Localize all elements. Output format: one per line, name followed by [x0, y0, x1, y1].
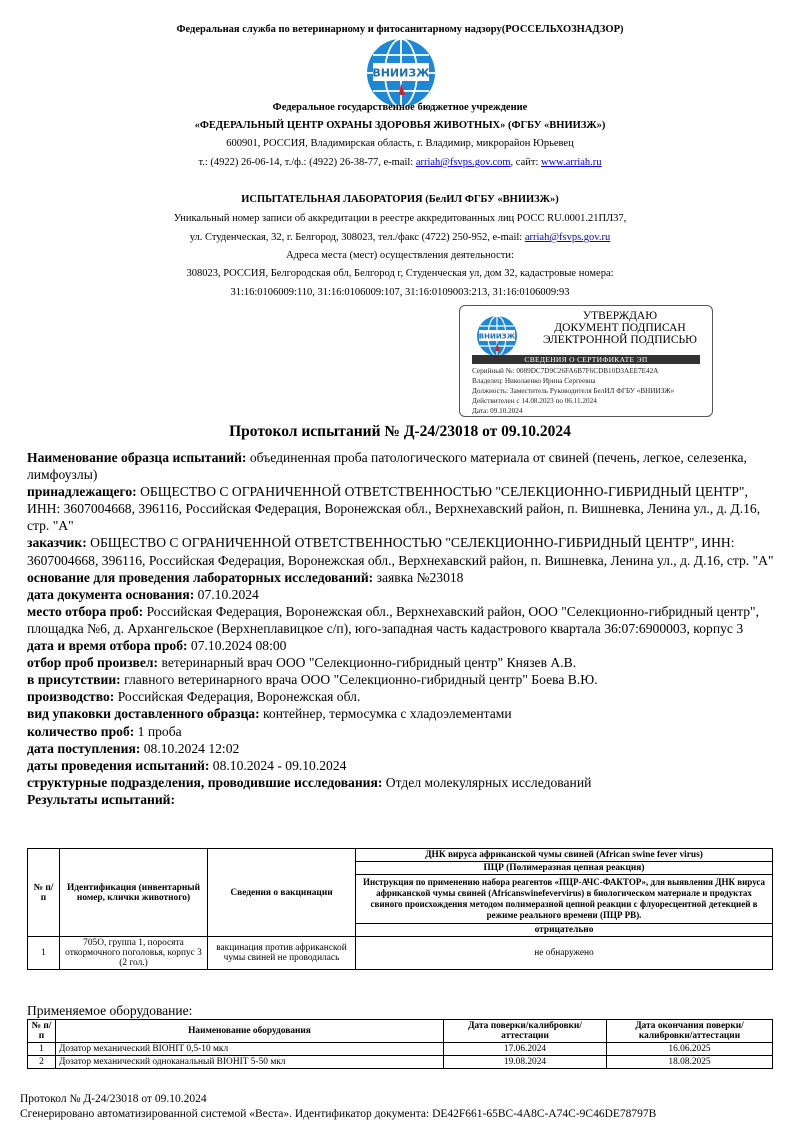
- col-number: № п/п: [28, 849, 60, 937]
- field-value: объединенная проба патологического материала от свиней (печень, легкое, селезенка, лимфоузлы): [27, 450, 747, 483]
- field-row: [27, 483, 779, 534]
- cadastral-numbers: 31:16:0106009:110, 31:16:0106009:107, 31:16:0109003:213, 31:16:0106009:93: [230, 287, 570, 298]
- stamp-logo: [476, 315, 518, 357]
- email-link[interactable]: arriah@fsvps.gov.com: [415, 157, 511, 168]
- stamp-signed: ДОКУМЕНТ ПОДПИСАН: [554, 322, 686, 334]
- field-row: [27, 586, 779, 603]
- stamp-approve: УТВЕРЖДАЮ: [582, 310, 658, 322]
- eq-end: 16.06.2025: [607, 1043, 773, 1056]
- table-row: [28, 1043, 773, 1056]
- institution-contacts: [0, 157, 800, 168]
- field-value: 08.10.2024 - 09.10.2024: [209, 757, 347, 773]
- equipment-title: Применяемое оборудование:: [27, 1003, 193, 1018]
- eq-col-end: Дата окончания поверки/калибровки/аттестации: [607, 1020, 773, 1043]
- svg-text:ВНИИЗЖ: ВНИИЗЖ: [372, 66, 430, 80]
- eq-col-date: Дата поверки/калибровки/аттестации: [444, 1020, 607, 1043]
- field-value: Российская Федерация, Воронежская обл.: [114, 689, 361, 705]
- equipment-table: [27, 1019, 773, 1069]
- field-row: [27, 671, 779, 688]
- svg-text:ВНИИЗЖ: ВНИИЗЖ: [478, 332, 516, 341]
- eq-name: Дозатор механический ВІОНІТ 0,5-10 мкл: [56, 1043, 444, 1056]
- field-row: [27, 791, 779, 808]
- table-row: [28, 1056, 773, 1069]
- field-row: [27, 449, 779, 483]
- agency-name: Федеральная служба по ветеринарному и фитосанитарному надзору(РОССЕЛЬХОЗНАДЗОР): [176, 24, 624, 35]
- field-label: дата документа основания:: [27, 586, 195, 602]
- field-value: Российская Федерация, Воронежская обл., Верхнехавский район, ООО "Селекционно-гибридный центр", площадка №6, д. Архангельское (Верхнеплавицкое с/п), юго-западная часть кадастрового квартала 36:07:6900003, корпус 3: [27, 603, 759, 636]
- field-value: 1 проба: [134, 723, 182, 739]
- field-label: Наименование образца испытаний:: [27, 450, 247, 465]
- field-label: даты проведения испытаний:: [27, 757, 210, 773]
- row-result: не обнаружено: [356, 937, 773, 970]
- lab-email-link[interactable]: arriah@fsvps.gov.ru: [524, 232, 611, 243]
- field-label: Результаты испытаний:: [27, 791, 176, 807]
- eq-col-number: № п/п: [28, 1020, 56, 1043]
- col-instruction: Инструкция по применению набора реагентов «ПЦР-АЧС-ФАКТОР», для выявления ДНК вируса африканской чумы свиней (Africanswinefevervirus) в биологическом материале и продуктах свиного происхождения методом полимеразной цепной реакции с флуоресцентной детекцией в режиме реального времени (ПЦР РВ).: [356, 875, 773, 924]
- eq-number: 2: [28, 1056, 56, 1069]
- field-value: ОБЩЕСТВО С ОГРАНИЧЕННОЙ ОТВЕТСТВЕННОСТЬЮ "СЕЛЕКЦИОННО-ГИБРИДНЫЙ ЦЕНТР", ИНН: 3607004668, 396116, Российская Федерация, Воронежская обл., Верхнехавский район, п. Вишневка, Ленина ул., д. Д.16, стр. "А": [27, 484, 761, 534]
- col-norm: отрицательно: [356, 924, 773, 937]
- stamp-date: Дата: 09.10.2024: [472, 407, 523, 415]
- lab-name: ИСПЫТАТЕЛЬНАЯ ЛАБОРАТОРИЯ (БелИЛ ФГБУ «ВНИИЗЖ»): [241, 194, 559, 205]
- field-value: заявка №23018: [373, 569, 464, 585]
- field-value: контейнер, термосумка с хладоэлементами: [259, 706, 512, 722]
- col-method: ПЦР (Полимеразная цепная реакция): [356, 862, 773, 875]
- row-number: 1: [28, 937, 60, 970]
- field-row: [27, 774, 779, 791]
- field-row: [27, 740, 779, 757]
- field-label: принадлежащего:: [27, 484, 137, 500]
- col-vaccination: Сведения о вакцинации: [208, 849, 356, 937]
- field-label: структурные подразделения, проводившие исследования:: [27, 774, 383, 790]
- field-row: [27, 654, 779, 671]
- field-label: количество проб:: [27, 723, 135, 739]
- stamp-valid: Действителен с 14.08.2023 по 06.11.2024: [472, 397, 597, 405]
- field-row: [27, 705, 779, 722]
- site-link[interactable]: www.arriah.ru: [541, 157, 602, 168]
- field-label: основание для проведения лабораторных исследований:: [27, 569, 374, 585]
- col-target: ДНК вируса африканской чумы свиней (African swine fever virus): [356, 849, 773, 862]
- field-label: место отбора проб:: [27, 603, 144, 619]
- field-row: [27, 723, 779, 740]
- eq-number: 1: [28, 1043, 56, 1056]
- field-value: 08.10.2024 12:02: [140, 740, 240, 756]
- protocol-fields: [27, 449, 779, 808]
- field-label: в присутствии:: [27, 672, 121, 688]
- field-row: [27, 569, 779, 586]
- stamp-cert-bar: СВЕДЕНИЯ О СЕРТИФИКАТЕ ЭП: [472, 355, 700, 364]
- vniizzh-logo: [365, 37, 437, 109]
- field-row: [27, 603, 779, 637]
- field-row: [27, 688, 779, 705]
- eq-date: 19.08.2024: [444, 1056, 607, 1069]
- eq-end: 18.08.2025: [607, 1056, 773, 1069]
- row-vaccination: вакцинация против африканской чумы свиней не проводилась: [208, 937, 356, 970]
- activity-address: 308023, РОССИЯ, Белгородская обл, Белгород г, Студенческая ул, дом 32, кадастровые номера:: [186, 268, 614, 279]
- field-row: [27, 534, 779, 568]
- institution-type: Федеральное государственное бюджетное учреждение: [272, 102, 528, 113]
- institution-name: «ФЕДЕРАЛЬНЫЙ ЦЕНТР ОХРАНЫ ЗДОРОВЬЯ ЖИВОТНЫХ» (ФГБУ «ВНИИЗЖ»): [194, 120, 606, 131]
- row-identification: 705О, группа 1, поросята откормочного поголовья, корпус 3 (2 гол.): [60, 937, 208, 970]
- stamp-esig: ЭЛЕКТРОННОЙ ПОДПИСЬЮ: [543, 334, 697, 346]
- lab-accreditation: Уникальный номер записи об аккредитации в реестре аккредитованных лиц РОСС RU.0001.21ПЛ37,: [173, 213, 627, 224]
- field-label: дата и время отбора проб:: [27, 638, 188, 654]
- footer-generated: Сгенерировано автоматизированной системой «Веста». Идентификатор документа: DE42F661-65BC-4A8C-A74C-9C46DE78797B: [20, 1108, 657, 1120]
- eq-date: 17.06.2024: [444, 1043, 607, 1056]
- field-value: 07.10.2024: [194, 586, 259, 602]
- field-value: ветеринарный врач ООО "Селекционно-гибридный центр" Князев А.В.: [158, 655, 577, 671]
- field-label: отбор проб произвел:: [27, 655, 159, 671]
- results-table: [27, 848, 773, 970]
- eq-name: Дозатор механический одноканальный ВІОНІТ 5-50 мкл: [56, 1056, 444, 1069]
- field-label: заказчик:: [27, 535, 87, 551]
- protocol-title: Протокол испытаний № Д-24/23018 от 09.10.2024: [229, 423, 571, 440]
- stamp-serial: Серийный №: 0089DC7D9C26FA6B7F6CDB10D3AEE7E42A: [472, 367, 659, 375]
- field-value: Отдел молекулярных исследований: [382, 774, 592, 790]
- field-row: [27, 637, 779, 654]
- footer-protocol: Протокол № Д-24/23018 от 09.10.2024: [20, 1093, 207, 1105]
- eq-col-name: Наименование оборудования: [56, 1020, 444, 1043]
- site-prefix: , сайт:: [510, 157, 541, 168]
- stamp-details: [472, 366, 708, 416]
- field-label: дата поступления:: [27, 740, 141, 756]
- lab-address-text: ул. Студенческая, 32, г. Белгород, 308023, тел./факс (4722) 250-952, e-mail:: [189, 232, 525, 243]
- field-row: [27, 757, 779, 774]
- stamp-owner: Владелец: Николаенко Ирина Сергеевна: [472, 377, 596, 385]
- stamp-position: Должность: Заместитель Руководителя БелИЛ ФГБУ «ВНИИЗЖ»: [472, 387, 675, 395]
- contacts-text: т.: (4922) 26-06-14, т./ф.: (4922) 26-38-77, e-mail:: [198, 157, 416, 168]
- stamp-heading: [530, 310, 710, 346]
- field-value: ОБЩЕСТВО С ОГРАНИЧЕННОЙ ОТВЕТСТВЕННОСТЬЮ "СЕЛЕКЦИОННО-ГИБРИДНЫЙ ЦЕНТР", ИНН: 3607004668, 396116, Российская Федерация, Воронежская обл., Верхнехавский район, п. Вишневка, Ленина ул., д. Д.16, стр. "А": [27, 535, 774, 568]
- col-identification: Идентификация (инвентарный номер, клички животного): [60, 849, 208, 937]
- institution-address: 600901, РОССИЯ, Владимирская область, г. Владимир, микрорайон Юрьевец: [226, 138, 574, 149]
- activity-label: Адреса места (мест) осуществления деятельности:: [286, 250, 514, 261]
- field-label: вид упаковки доставленного образца:: [27, 706, 260, 722]
- table-row: [28, 937, 773, 970]
- signature-stamp: [459, 305, 713, 417]
- field-value: главного ветеринарного врача ООО "Селекционно-гибридный центр" Боева В.Ю.: [120, 672, 598, 688]
- field-label: производство:: [27, 689, 115, 705]
- lab-address: [0, 232, 800, 243]
- field-value: 07.10.2024 08:00: [187, 638, 287, 654]
